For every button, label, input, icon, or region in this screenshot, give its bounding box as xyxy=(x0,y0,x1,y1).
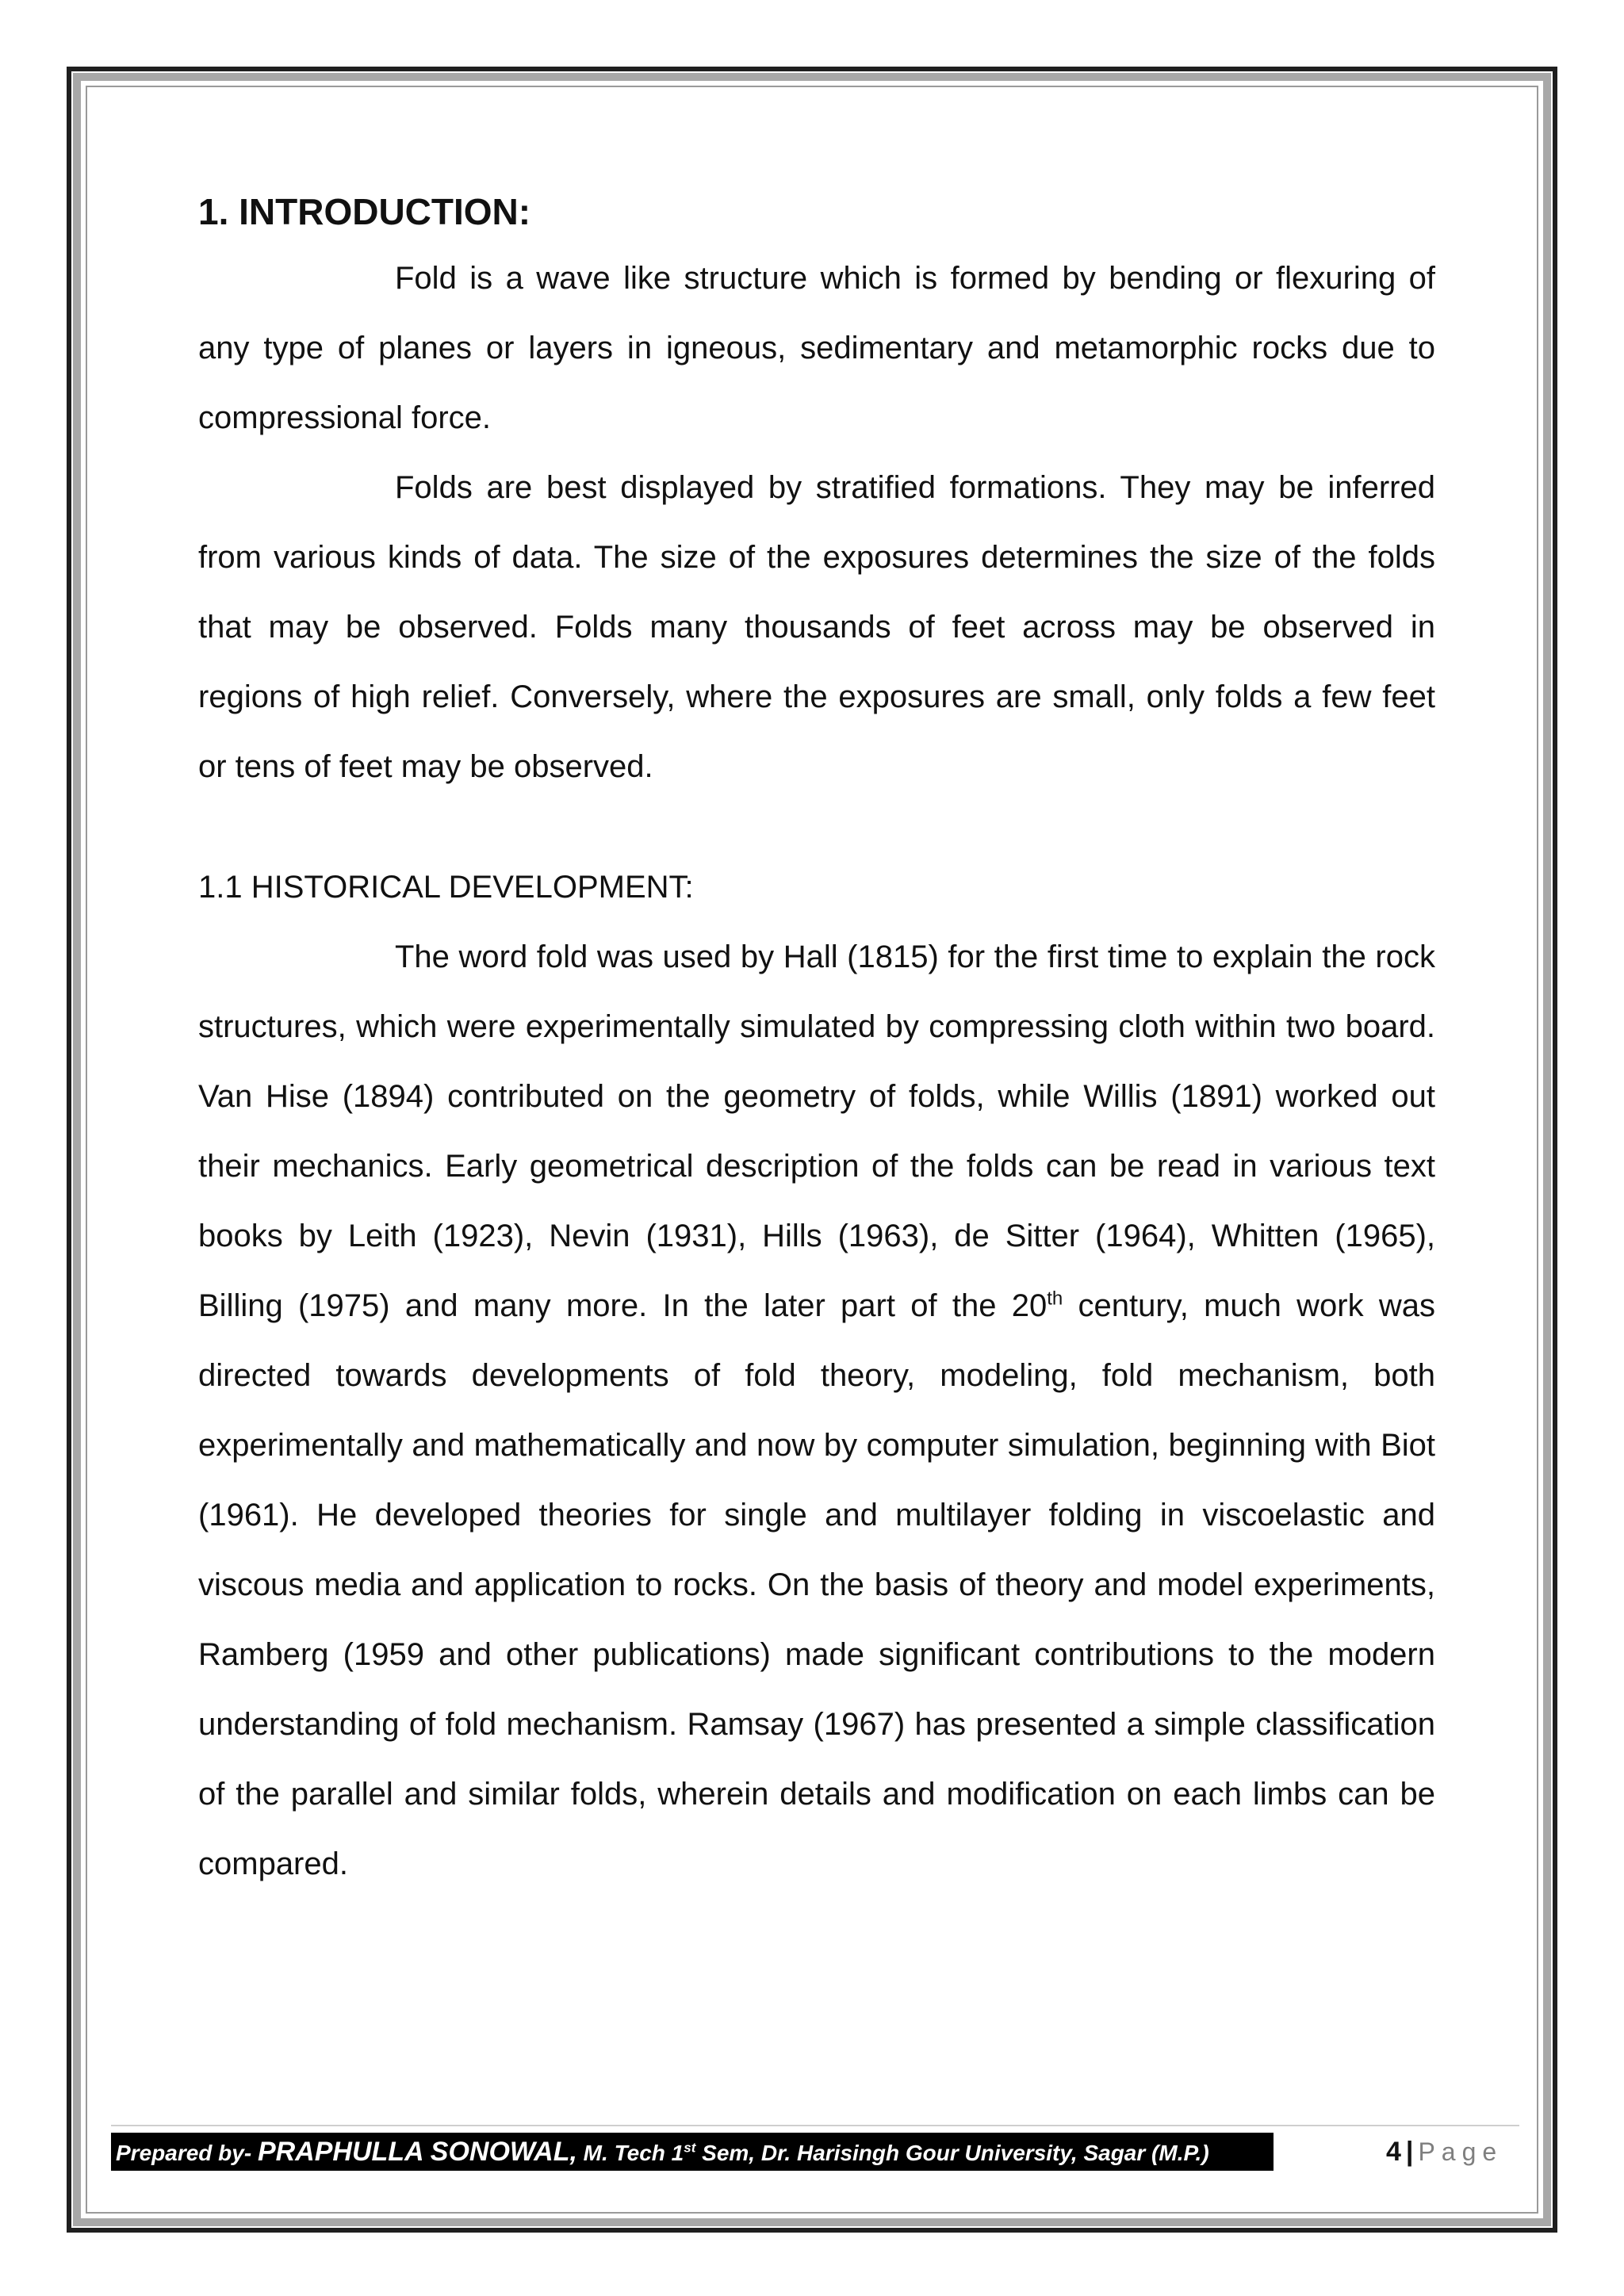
page-number-separator: | xyxy=(1405,2137,1414,2167)
footer-author-name: PRAPHULLA SONOWAL, xyxy=(257,2137,577,2167)
intro-paragraph-1: Fold is a wave like structure which is formed by bending or flexuring of any type of planes or layers in igneous, sedimentary and metamorphic rocks due to compressional force. xyxy=(198,261,1435,436)
page-number: 4 xyxy=(1386,2137,1401,2167)
document-body xyxy=(198,190,1435,1899)
history-paragraph xyxy=(198,922,1435,1899)
footer-prepared-by: Prepared by- xyxy=(116,2141,258,2165)
footer-university: Sem, Dr. Harisingh Gour University, Sagar (M.P.) xyxy=(695,2141,1209,2165)
history-text-part-1: The word fold was used by Hall (1815) for the first time to explain the rock structures, which were experimentally simulated by compressing cloth within two board. Van Hise (1894) contributed on the geometry of folds, while Willis (1891) worked out their mechanics. Early geometrical description of the folds can be read in various text books by Leith (1923), Nevin (1931), Hills (1963), de Sitter (1964), Whitten (1965), Billing (1975) and many more. In the later part of the 20 xyxy=(198,939,1435,1324)
page-number-block xyxy=(1386,2133,1503,2171)
footer-course-superscript: st xyxy=(684,2140,696,2156)
footer-author-banner xyxy=(111,2133,1274,2171)
subsection-heading: 1.1 HISTORICAL DEVELOPMENT: xyxy=(198,870,694,905)
page-label: Page xyxy=(1418,2137,1503,2166)
footer-course: M. Tech 1 xyxy=(576,2141,684,2165)
history-text-part-2: century, much work was directed towards developments of fold theory, modeling, fold mechanism, both experimentally and mathematically and now by computer simulation, beginning with Biot (1961). He developed theories for single and multilayer folding in viscoelastic and viscous media and application to rocks. On the basis of theory and model experiments, Ramberg (1959 and other publications) made significant contributions to the modern understanding of fold mechanism. Ramsay (1967) has presented a simple classification of the parallel and similar folds, wherein details and modification on each limbs can be compared. xyxy=(198,1288,1436,1882)
intro-paragraph-2: Folds are best displayed by stratified formations. They may be inferred from various kinds of data. The size of the exposures determines the size of the folds that may be observed. Folds many thousands of feet across may be observed in regions of high relief. Conversely, where the exposures are small, only folds a few feet or tens of feet may be observed. xyxy=(198,470,1435,785)
section-heading: 1. INTRODUCTION: xyxy=(198,191,531,232)
history-superscript: th xyxy=(1047,1288,1063,1310)
footer-divider xyxy=(111,2125,1519,2126)
